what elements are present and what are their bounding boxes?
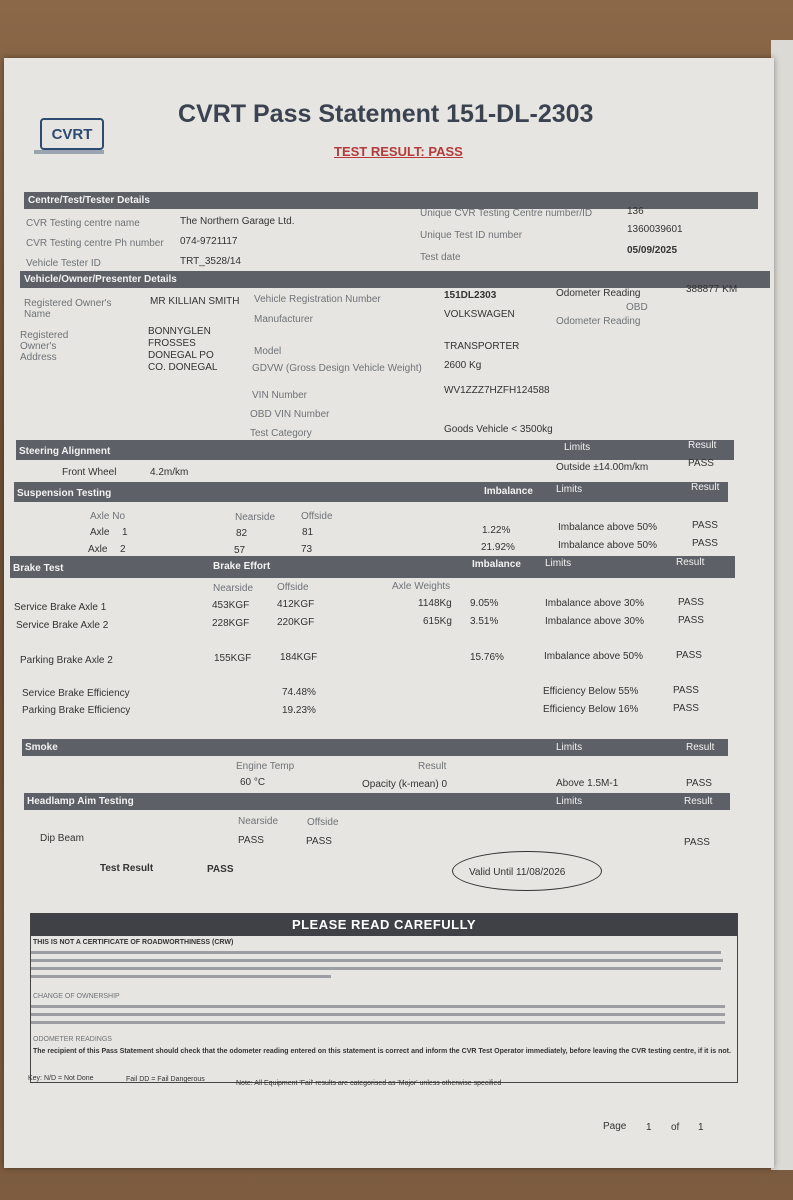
brake-nearside: 453KGF xyxy=(212,600,250,611)
efficiency-label: Service Brake Efficiency xyxy=(22,688,130,699)
fine-print-line xyxy=(31,1021,725,1024)
nearside-header: Nearside xyxy=(235,512,276,523)
headlamp-offside-header: Offside xyxy=(307,817,339,828)
page-of: of xyxy=(671,1122,680,1133)
engine-temp: 60 °C xyxy=(240,777,266,788)
fail-note: Fail DD = Fail Dangerous xyxy=(126,1076,205,1083)
brake-nearside: 155KGF xyxy=(214,653,252,664)
odometer-notice: The recipient of this Pass Statement should check that the odometer reading entered on this statement is correct and inform the CVR Test Operator immediately, before leaving the CVR testing centre, if it is not. xyxy=(33,1048,731,1055)
page-title: CVRT Pass Statement 151-DL-2303 xyxy=(178,100,594,128)
model: TRANSPORTER xyxy=(444,341,520,352)
dip-beam-nearside: PASS xyxy=(238,835,264,846)
suspension-nearside: 57 xyxy=(234,545,246,556)
centre-section-header: Centre/Test/Tester Details xyxy=(24,192,758,209)
obd-odometer-label: Odometer Reading xyxy=(556,316,641,327)
logo-tagline xyxy=(34,150,104,154)
brake-section-header: Brake Test Brake Effort Imbalance Limits Result xyxy=(10,556,735,578)
smoke-section-header: Smoke Limits Result xyxy=(22,739,728,756)
efficiency-value: 19.23% xyxy=(282,705,316,716)
address-line: BONNYGLEN xyxy=(148,326,211,337)
brake-offside: 220KGF xyxy=(277,617,315,628)
opacity-value: Opacity (k-mean) 0 xyxy=(362,779,448,790)
efficiency-result: PASS xyxy=(673,685,699,696)
page-number: 1 xyxy=(646,1122,652,1133)
odometer-label: Odometer Reading xyxy=(556,288,641,299)
brake-limit: Imbalance above 30% xyxy=(545,616,644,627)
test-id: 1360039601 xyxy=(627,224,683,235)
manufacturer-label: Manufacturer xyxy=(254,314,313,325)
front-wheel-label: Front Wheel xyxy=(62,467,117,478)
test-date: 05/09/2025 xyxy=(627,245,678,256)
centre-phone: 074-9721117 xyxy=(180,236,238,247)
brake-offside: 184KGF xyxy=(280,652,318,663)
brake-row-label: Service Brake Axle 1 xyxy=(14,602,107,613)
efficiency-limit: Efficiency Below 16% xyxy=(543,704,639,715)
brake-imbalance: 15.76% xyxy=(470,652,504,663)
brake-imbalance: 3.51% xyxy=(470,616,499,627)
suspension-result: PASS xyxy=(692,520,718,531)
front-wheel-value: 4.2m/km xyxy=(150,467,189,478)
brake-imbalance: 9.05% xyxy=(470,598,499,609)
centre-id: 136 xyxy=(627,206,644,217)
fine-print-line xyxy=(31,967,721,970)
brake-row-label: Service Brake Axle 2 xyxy=(16,620,109,631)
address-line: DONEGAL PO xyxy=(148,350,214,361)
offside-header: Offside xyxy=(301,511,333,522)
brake-offside-header: Offside xyxy=(277,582,309,593)
steering-section-header: Steering Alignment Limits Result xyxy=(16,440,734,460)
smoke-result-label: Result xyxy=(418,761,447,772)
odometer-value: 388877 KM xyxy=(686,284,738,295)
valid-until: Valid Until 11/08/2026 xyxy=(469,867,566,878)
smoke-result: PASS xyxy=(686,778,712,789)
brake-nearside-header: Nearside xyxy=(213,583,254,594)
category-label: Test Category xyxy=(250,428,312,439)
model-label: Model xyxy=(254,346,282,357)
cvrt-logo: CVRT xyxy=(40,118,104,150)
brake-offside: 412KGF xyxy=(277,599,315,610)
centre-name-label: CVR Testing centre name xyxy=(26,218,140,229)
page-total: 1 xyxy=(698,1122,704,1133)
axle-no-header: Axle No xyxy=(90,511,126,522)
brake-result: PASS xyxy=(676,650,702,661)
brake-axle-weight: 1148Kg xyxy=(418,598,452,609)
fine-print-line xyxy=(31,1013,725,1016)
suspension-axle-no: 1 xyxy=(122,527,128,538)
suspension-result: PASS xyxy=(692,538,718,549)
fine-print-line xyxy=(31,975,331,978)
notice-heading: PLEASE READ CAREFULLY xyxy=(31,914,737,936)
suspension-axle: Axle xyxy=(90,527,110,538)
category: Goods Vehicle < 3500kg xyxy=(444,424,553,435)
odometer-heading: ODOMETER READINGS xyxy=(33,1036,112,1043)
engine-temp-label: Engine Temp xyxy=(236,761,295,772)
brake-row-label: Parking Brake Axle 2 xyxy=(20,655,113,666)
centre-phone-label: CVR Testing centre Ph number xyxy=(26,238,164,249)
dip-beam-label: Dip Beam xyxy=(40,833,84,844)
tester-id: TRT_3528/14 xyxy=(180,256,241,267)
headlamp-nearside-header: Nearside xyxy=(238,816,279,827)
fine-print-line xyxy=(31,959,723,962)
test-result-heading: TEST RESULT: PASS xyxy=(334,144,463,159)
manufacturer: VOLKSWAGEN xyxy=(444,309,515,320)
fine-print-line xyxy=(31,1005,725,1008)
suspension-axle-no: 2 xyxy=(120,544,126,555)
headlamp-result: PASS xyxy=(684,837,710,848)
gdvw-label: GDVW (Gross Design Vehicle Weight) xyxy=(252,363,422,374)
gdvw: 2600 Kg xyxy=(444,360,482,371)
suspension-imbalance: 21.92% xyxy=(481,542,515,553)
crw-heading: THIS IS NOT A CERTIFICATE OF ROADWORTHINESS (CRW) xyxy=(33,939,234,946)
address-line: CO. DONEGAL xyxy=(148,362,218,373)
owner-name: MR KILLIAN SMITH xyxy=(150,296,240,307)
equipment-note: Note: All Equipment 'Fail' results are categorised as 'Major' unless otherwise specified xyxy=(236,1080,502,1087)
steering-limit: Outside ±14.00m/km xyxy=(556,462,649,473)
axle-weights-header: Axle Weights xyxy=(392,581,451,592)
vin: WV1ZZZ7HZFH124588 xyxy=(444,385,550,396)
test-result-value: PASS xyxy=(207,864,234,875)
dip-beam-offside: PASS xyxy=(306,836,332,847)
steering-result: PASS xyxy=(688,458,714,469)
obd-label: OBD xyxy=(626,302,648,313)
efficiency-value: 74.48% xyxy=(282,687,316,698)
efficiency-limit: Efficiency Below 55% xyxy=(543,686,639,697)
suspension-imbalance: 1.22% xyxy=(482,525,511,536)
suspension-section-header: Suspension Testing Imbalance Limits Result xyxy=(14,482,728,502)
notice-box xyxy=(30,913,738,1083)
suspension-axle: Axle xyxy=(88,544,108,555)
suspension-limit: Imbalance above 50% xyxy=(558,522,657,533)
test-result-label: Test Result xyxy=(100,863,154,874)
suspension-limit: Imbalance above 50% xyxy=(558,540,657,551)
brake-limit: Imbalance above 50% xyxy=(544,651,643,662)
address-line: FROSSES xyxy=(148,338,196,349)
vin-label: VIN Number xyxy=(252,390,308,401)
smoke-limit: Above 1.5M-1 xyxy=(556,778,619,789)
reg-number: 151DL2303 xyxy=(444,290,497,301)
brake-result: PASS xyxy=(678,597,704,608)
efficiency-label: Parking Brake Efficiency xyxy=(22,705,131,716)
centre-name: The Northern Garage Ltd. xyxy=(180,216,295,227)
suspension-offside: 73 xyxy=(301,544,313,555)
tester-id-label: Vehicle Tester ID xyxy=(26,258,101,269)
brake-axle-weight: 615Kg xyxy=(423,616,452,627)
test-date-label: Test date xyxy=(420,252,461,263)
brake-result: PASS xyxy=(678,615,704,626)
change-heading: CHANGE OF OWNERSHIP xyxy=(33,993,120,1000)
centre-id-label: Unique CVR Testing Centre number/ID xyxy=(420,208,593,219)
brake-limit: Imbalance above 30% xyxy=(545,598,644,609)
page-label: Page xyxy=(603,1121,627,1132)
suspension-nearside: 82 xyxy=(236,528,248,539)
key-note: Key: N/D = Not Done xyxy=(28,1075,94,1082)
owner-address-label: Registered Owner's Address xyxy=(20,330,69,363)
brake-nearside: 228KGF xyxy=(212,618,250,629)
headlamp-section-header: Headlamp Aim Testing Limits Result xyxy=(24,793,730,810)
test-id-label: Unique Test ID number xyxy=(420,230,523,241)
suspension-offside: 81 xyxy=(302,527,314,538)
efficiency-result: PASS xyxy=(673,703,699,714)
owner-name-label: Registered Owner's Name xyxy=(24,298,112,320)
paper-edge xyxy=(771,40,793,1170)
fine-print-line xyxy=(31,951,721,954)
reg-label: Vehicle Registration Number xyxy=(254,294,381,305)
obd-vin-label: OBD VIN Number xyxy=(250,409,330,420)
vehicle-section-header: Vehicle/Owner/Presenter Details xyxy=(20,271,770,288)
